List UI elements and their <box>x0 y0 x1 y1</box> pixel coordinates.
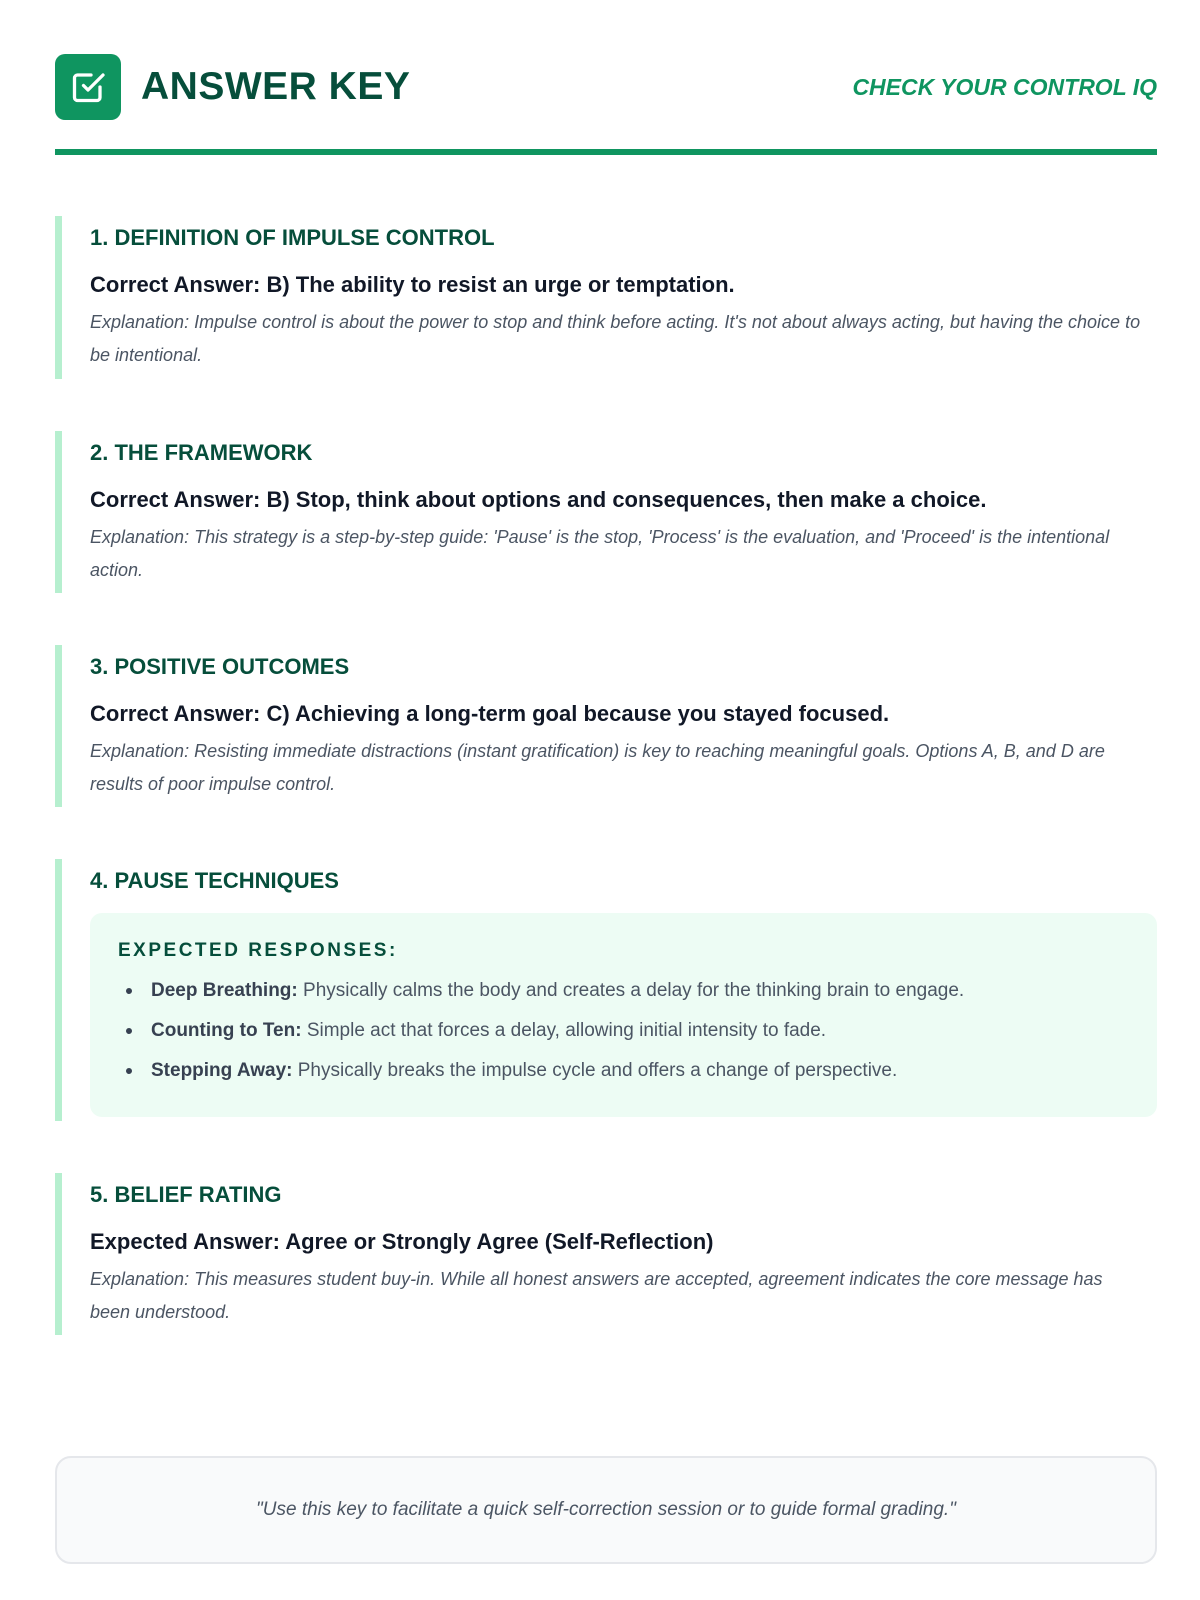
footer-note: "Use this key to facilitate a quick self-correction session or to guide formal grading." <box>256 1499 956 1520</box>
page-subtitle: CHECK YOUR CONTROL IQ <box>852 74 1157 100</box>
section-title: 2. THE FRAMEWORK <box>90 440 313 465</box>
list-item <box>118 1011 1129 1051</box>
answer-text: B) The ability to resist an urge or temptation. <box>266 272 735 297</box>
technique-name: Stepping Away: <box>151 1060 293 1081</box>
section-definition <box>55 216 1157 379</box>
bullet-icon <box>126 988 132 994</box>
page-title: ANSWER KEY <box>141 65 411 108</box>
correct-answer <box>90 486 1157 514</box>
technique-list <box>118 971 1129 1091</box>
answer-label: Correct Answer: <box>90 487 261 512</box>
explanation: Explanation: Impulse control is about the power to stop and think before acting. It's not about always acting, but having the choice to be intentional. <box>90 312 1141 365</box>
section-belief-rating <box>55 1173 1157 1335</box>
bullet-icon <box>126 1028 132 1034</box>
technique-desc: Simple act that forces a delay, allowing initial intensity to fade. <box>306 1020 827 1041</box>
answer-label: Correct Answer: <box>90 272 261 297</box>
technique-name: Counting to Ten: <box>151 1020 302 1041</box>
section-title: 5. BELIEF RATING <box>90 1182 282 1207</box>
technique-desc: Physically calms the body and creates a delay for the thinking brain to engage. <box>303 980 965 1001</box>
explanation: Explanation: This strategy is a step-by-step guide: 'Pause' is the stop, 'Process' is the evaluation, and 'Proceed' is the intentional action. <box>90 527 1110 580</box>
list-item <box>118 1051 1129 1091</box>
section-title: 4. PAUSE TECHNIQUES <box>90 868 339 893</box>
header-divider <box>55 149 1157 155</box>
correct-answer <box>90 700 1157 728</box>
explanation: Explanation: This measures student buy-in. While all honest answers are accepted, agreement indicates the core message has been understood. <box>90 1269 1103 1322</box>
bullet-icon <box>126 1068 132 1074</box>
answer-text: Agree or Strongly Agree (Self-Reflection) <box>285 1229 714 1254</box>
section-framework <box>55 431 1157 593</box>
footer-note-box <box>55 1456 1157 1564</box>
checkbox-icon <box>70 69 106 105</box>
expected-responses-title: EXPECTED RESPONSES: <box>118 940 398 961</box>
section-title: 3. POSITIVE OUTCOMES <box>90 654 350 679</box>
list-item <box>118 971 1129 1011</box>
explanation: Explanation: Resisting immediate distractions (instant gratification) is key to reaching meaningful goals. Options A, B, and D are results of poor impulse control. <box>90 741 1105 794</box>
header <box>55 54 1157 120</box>
section-pause-techniques <box>55 859 1157 1121</box>
section-title: 1. DEFINITION OF IMPULSE CONTROL <box>90 225 495 250</box>
answer-label: Expected Answer: <box>90 1229 280 1254</box>
expected-responses-box <box>90 913 1157 1117</box>
section-positive-outcomes <box>55 645 1157 807</box>
correct-answer <box>90 271 1157 299</box>
answer-text: B) Stop, think about options and consequences, then make a choice. <box>266 487 987 512</box>
technique-desc: Physically breaks the impulse cycle and offers a change of perspective. <box>297 1060 898 1081</box>
technique-name: Deep Breathing: <box>151 980 298 1001</box>
answer-text: C) Achieving a long-term goal because you stayed focused. <box>266 701 890 726</box>
answer-label: Correct Answer: <box>90 701 261 726</box>
expected-answer <box>90 1228 1157 1256</box>
logo <box>55 54 121 120</box>
